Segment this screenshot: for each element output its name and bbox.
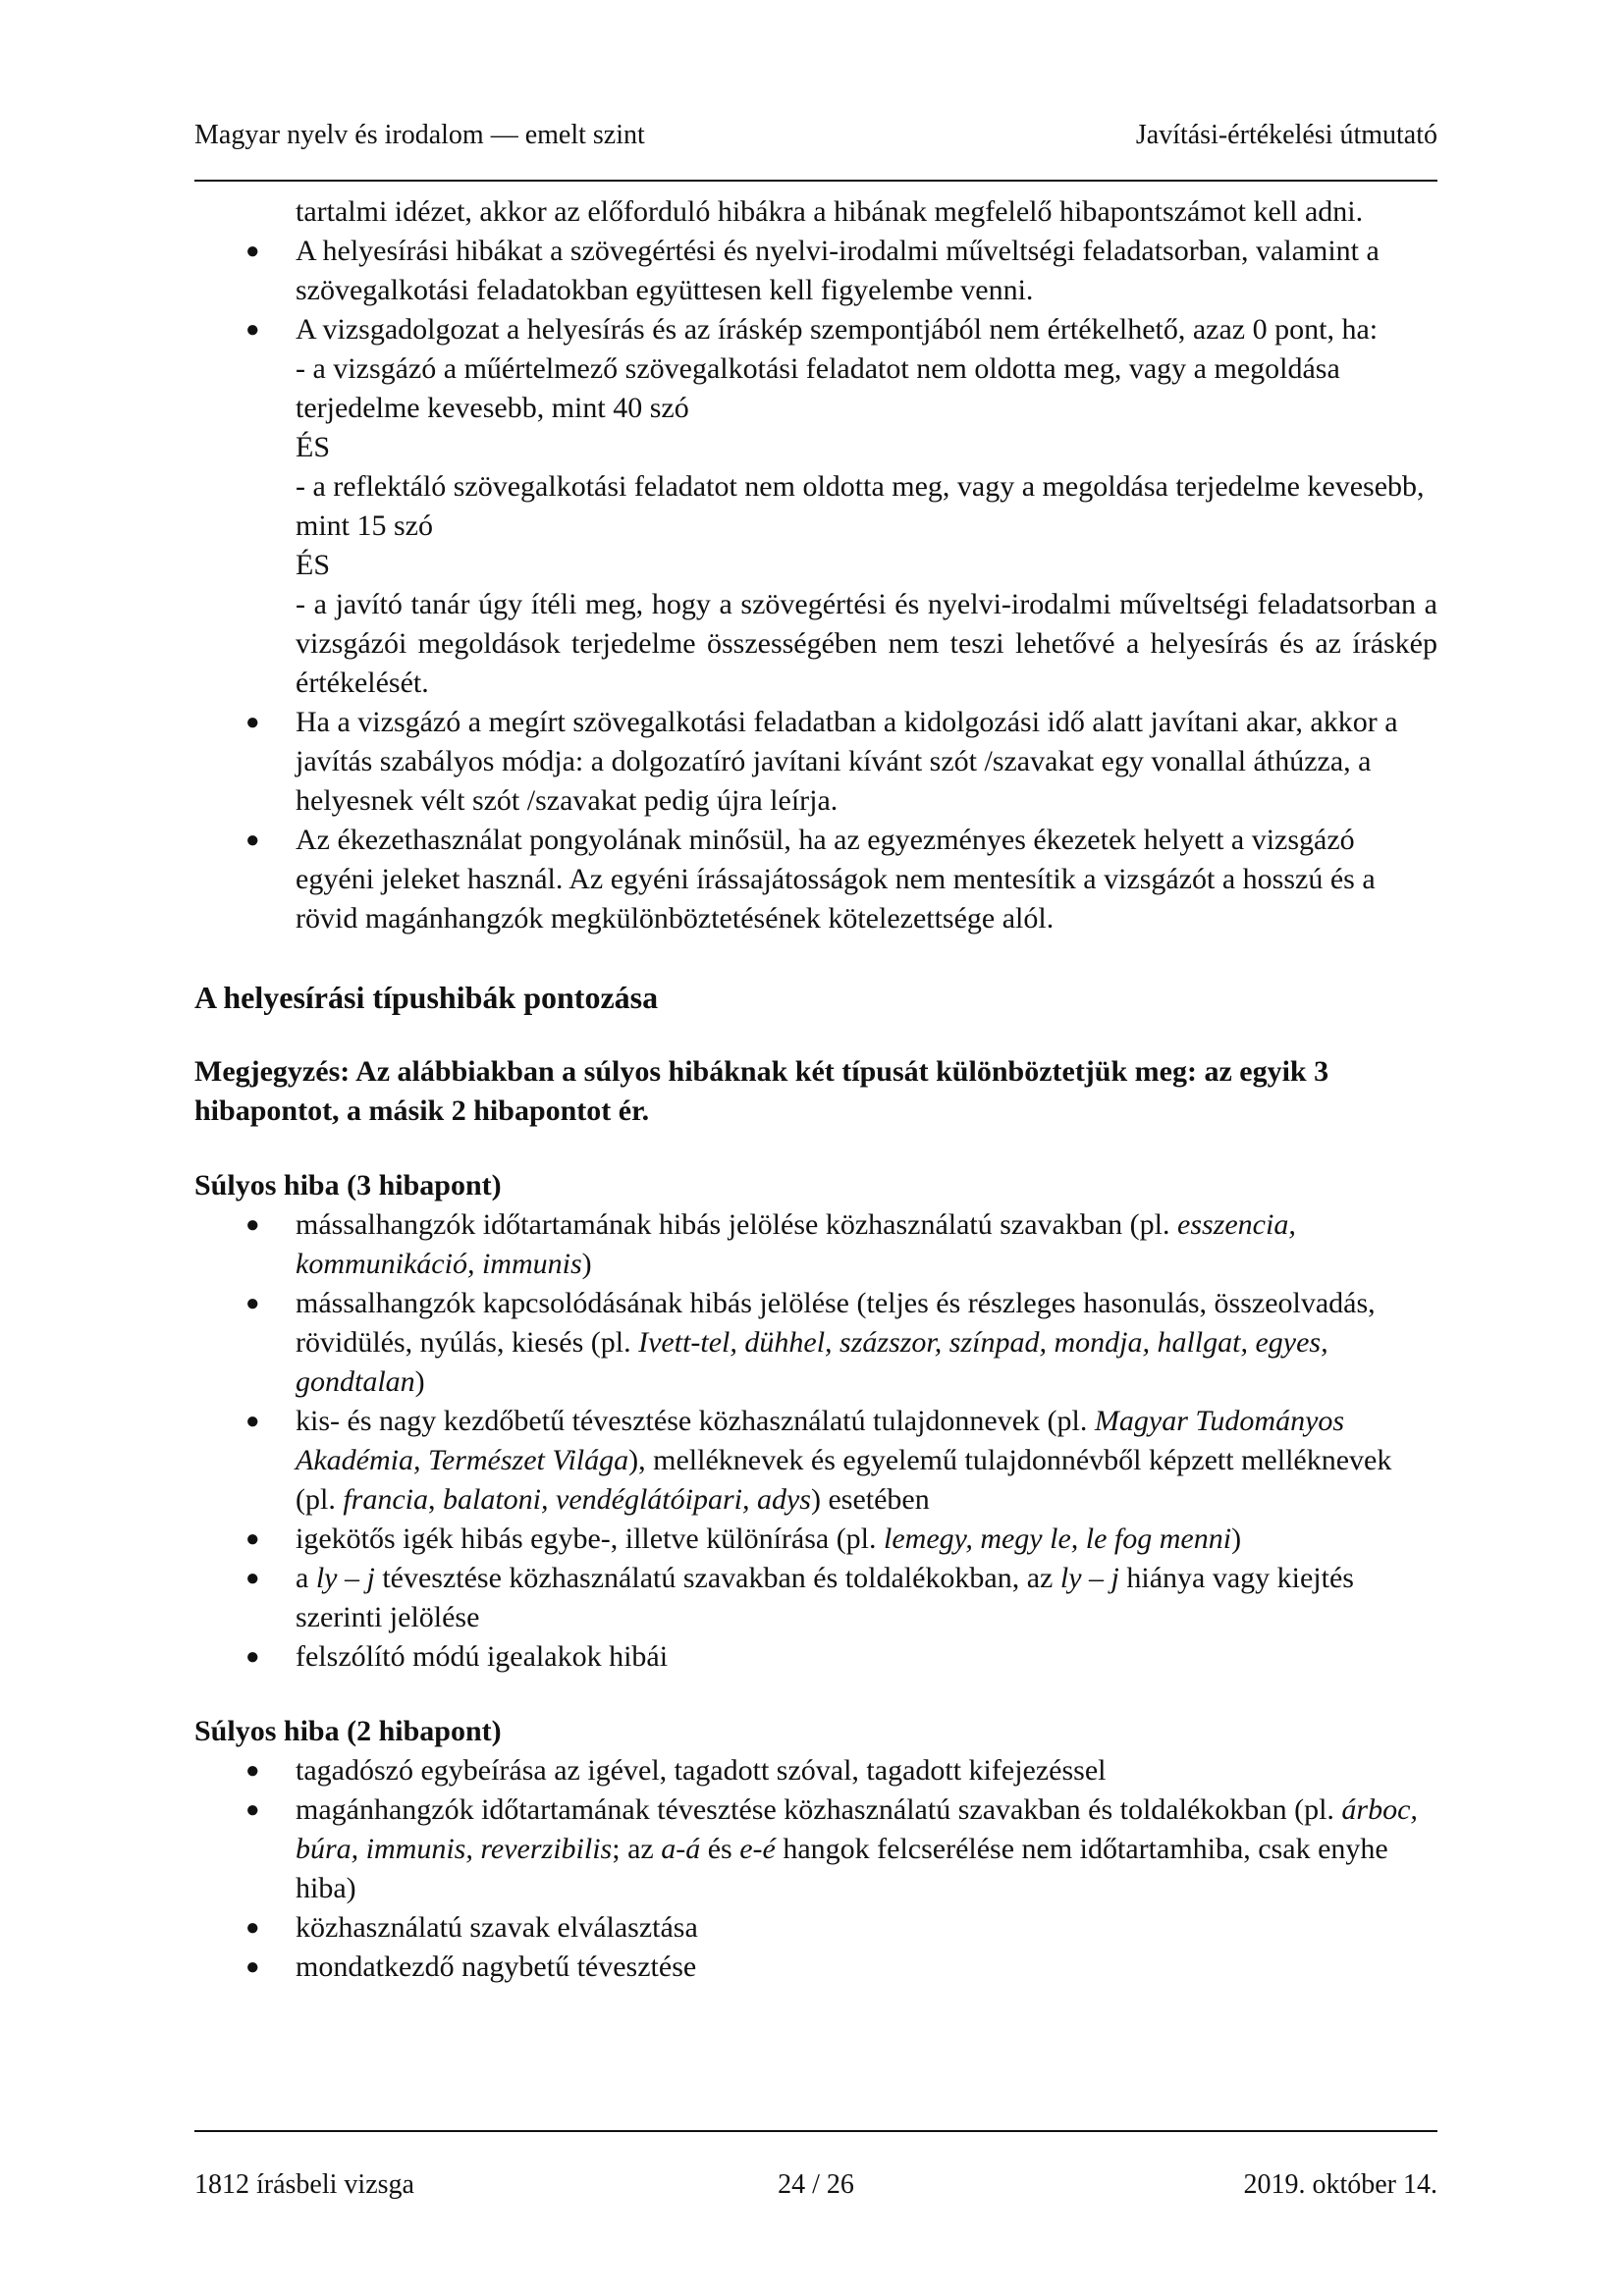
list-item: ● magánhangzók időtartamának tévesztése közhasználatú szavakban és toldalékokban (pl. árboc, búra, immunis, reverzibilis; az a-á és e-é hangok felcserélése nem időtartamhiba, csak enyhe hiba) (194, 1790, 1437, 1908)
list-item: ● A vizsgadolgozat a helyesírás és az íráskép szempontjából nem értékelhető, azaz 0 pont, ha: - a vizsgázó a műértelmező szövegalkotási feladatot nem oldotta meg, vagy a megoldása terjedelme kevesebb, mint 40 szó ÉS - a reflektáló szövegalkotási feladatot nem oldotta meg, vagy a megoldása terjedelme kevesebb, mint 15 szó ÉS - a javító tanár úgy ítéli meg, hogy a szövegértési és nyelvi-irodalmi műveltségi feladatsorban a vizsgázói megoldások terjedelme összességében nem teszi lehetővé a helyesírás és az íráskép értékelését. (194, 310, 1437, 703)
bullet-icon: ● (245, 1758, 260, 1784)
list-item: ● igekötős igék hibás egybe-, illetve különírása (pl. lemegy, megy le, le fog menni) (194, 1520, 1437, 1559)
list-item: ● Az ékezethasználat pongyolának minősül, ha az egyezményes ékezetek helyett a vizsgázó egyéni jeleket használ. Az egyéni írássajátosságok nem mentesítik a vizsgázót a hosszú és a rövid magánhangzók megkülönböztetésének kötelezettsége alól. (194, 821, 1437, 938)
list-item: ● közhasználatú szavak elválasztása (194, 1908, 1437, 1948)
intro-bullet-list (194, 232, 1437, 938)
header-rule (194, 180, 1437, 182)
page-content (194, 192, 1437, 1987)
bullet-icon: ● (245, 1409, 260, 1434)
bullet-icon: ● (245, 1915, 260, 1941)
severe3-title: Súlyos hiba (3 hibapont) (194, 1169, 502, 1201)
condition-1: - a vizsgázó a műértelmező szövegalkotási feladatot nem oldotta meg, vagy a megoldása terjedelme kevesebb, mint 40 szó (296, 352, 1340, 424)
footer-right: 2019. október 14. (1243, 2169, 1437, 2200)
list-item: ● mássalhangzók időtartamának hibás jelölése közhasználatú szavakban (pl. esszencia, kommunikáció, immunis) (194, 1205, 1437, 1284)
list-item: ● felszólító módú igealakok hibái (194, 1637, 1437, 1677)
list-item: ● kis- és nagy kezdőbetű tévesztése közhasználatú tulajdonnevek (pl. Magyar Tudományos Akadémia, Természet Világa), melléknevek és egyelemű tulajdonnévből képzett melléknevek (pl. francia, balatoni, vendéglátóipari, adys) esetében (194, 1402, 1437, 1520)
bullet-icon: ● (245, 1566, 260, 1591)
list-item: ● Ha a vizsgázó a megírt szövegalkotási feladatban a kidolgozási idő alatt javítani akar, akkor a javítás szabályos módja: a dolgozatíró javítani kívánt szót /szavakat egy vonallal áthúzza, a helyesnek vélt szót /szavakat pedig újra leírja. (194, 703, 1437, 821)
section-title: A helyesírási típushibák pontozása (194, 980, 659, 1015)
bullet-icon: ● (245, 828, 260, 853)
list-item: ● tagadószó egybeírása az igével, tagadott szóval, tagadott kifejezéssel (194, 1751, 1437, 1790)
list-item: ● a ly – j tévesztése közhasználatú szavakban és toldalékokban, az ly – j hiánya vagy kiejtés szerinti jelölése (194, 1559, 1437, 1637)
bullet-icon: ● (245, 1954, 260, 1980)
header-right: Javítási-értékelési útmutató (1135, 120, 1437, 150)
severe2-title: Súlyos hiba (2 hibapont) (194, 1715, 502, 1747)
bullet-icon: ● (245, 1644, 260, 1670)
bullet-icon: ● (245, 1526, 260, 1552)
continuation-paragraph: tartalmi idézet, akkor az előforduló hibákra a hibának megfelelő hibapontszámot kell adni. (296, 195, 1364, 228)
severe3-list (194, 1205, 1437, 1677)
footer-rule (194, 2130, 1437, 2132)
header-left: Magyar nyelv és irodalom — emelt szint (194, 120, 645, 150)
list-item: ● mondatkezdő nagybetű tévesztése (194, 1948, 1437, 1987)
page-number: 24 / 26 (778, 2169, 854, 2200)
condition-and-1: ÉS (296, 431, 331, 463)
list-item: ● A helyesírási hibákat a szövegértési és nyelvi-irodalmi műveltségi feladatsorban, valamint a szövegalkotási feladatokban együttesen kell figyelembe venni. (194, 232, 1437, 310)
bullet-icon: ● (245, 710, 260, 735)
bullet-icon: ● (245, 1291, 260, 1316)
condition-2: - a reflektáló szövegalkotási feladatot nem oldotta meg, vagy a megoldása terjedelme kevesebb, mint 15 szó (296, 470, 1425, 542)
severe2-list (194, 1751, 1437, 1987)
bullet-icon: ● (245, 1212, 260, 1238)
bullet-icon: ● (245, 1797, 260, 1823)
page-footer (194, 2169, 1437, 2201)
bullet-icon: ● (245, 317, 260, 343)
condition-and-2: ÉS (296, 549, 331, 581)
bullet-icon: ● (245, 239, 260, 264)
list-item: ● mássalhangzók kapcsolódásának hibás jelölése (teljes és részleges hasonulás, összeolvadás, rövidülés, nyúlás, kiesés (pl. Ivett-tel, dühhel, százszor, színpad, mondja, hallgat, egyes, gondtalan) (194, 1284, 1437, 1402)
footer-left: 1812 írásbeli vizsga (194, 2169, 414, 2200)
page-header (194, 108, 1437, 151)
section-note: Megjegyzés: Az alábbiakban a súlyos hibáknak két típusát különböztetjük meg: az egyik 3 hibapontot, a másik 2 hibapontot ér. (194, 1055, 1329, 1127)
condition-3: - a javító tanár úgy ítéli meg, hogy a szövegértési és nyelvi-irodalmi műveltségi feladatsorban a vizsgázói megoldások terjedelme összességében nem teszi lehetővé a helyesírás és az íráskép értékelését. (296, 588, 1437, 699)
